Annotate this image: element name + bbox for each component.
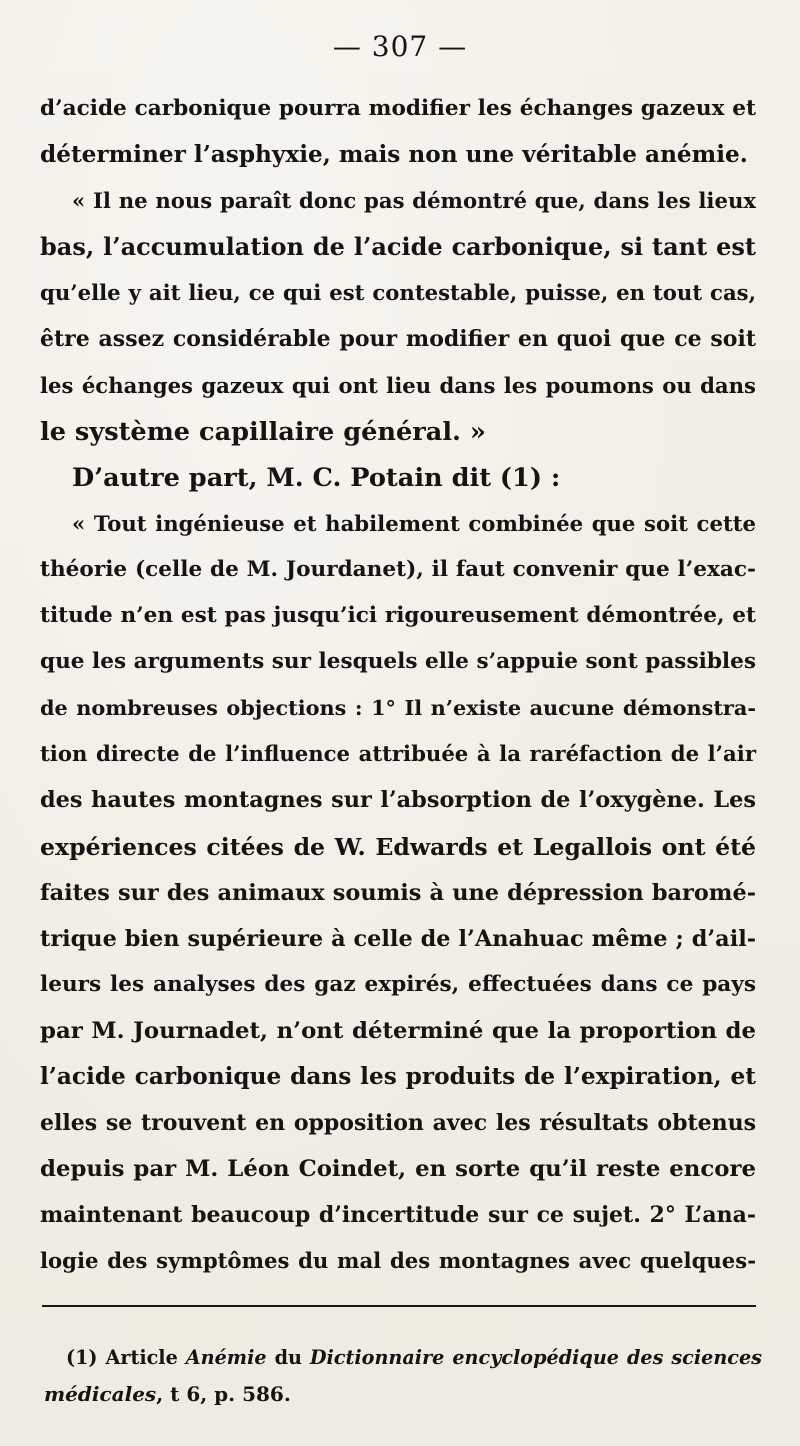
footnote-line-2 <box>44 1376 762 1412</box>
footnote-title: Anémie <box>185 1346 267 1369</box>
text-line: les échanges gazeux qui ont lieu dans les poumons ou dans <box>40 372 756 398</box>
text-line: que les arguments sur lesquels elle s’appuie sont passibles <box>40 649 757 675</box>
text-line: logie des symptômes du mal des montagnes avec quelques- <box>40 1248 756 1274</box>
footnote-suffix: , t 6, p. 586. <box>156 1382 291 1406</box>
text-line: de nombreuses objections : 1° Il n’existe aucune démonstra- <box>40 695 756 721</box>
text-line: elles se trouvent en opposition avec les résultats obtenus <box>40 1110 756 1137</box>
footnote-line-1 <box>44 1340 762 1376</box>
text-line: des hautes montagnes sur l’absorption de l’oxygène. Les <box>40 787 756 814</box>
text-line: bas, l’accumulation de l’acide carbonique, si tant est <box>40 232 756 262</box>
footnote-prefix: (1) Article <box>66 1346 186 1369</box>
text-line: d’acide carbonique pourra modifier les échanges gazeux et <box>40 96 756 121</box>
text-line: maintenant beaucoup d’incertitude sur ce sujet. 2° L’ana- <box>40 1202 756 1229</box>
text-line: l’acide carbonique dans les produits de l’expiration, et <box>40 1062 756 1090</box>
text-line: tion directe de l’influence attribuée à la raréfaction de l’air <box>40 741 756 767</box>
text-line: par M. Journadet, n’ont déterminé que la proportion de <box>40 1017 756 1044</box>
footnote-second: médicales <box>44 1382 157 1406</box>
text-line: déterminer l’asphyxie, mais non une véritable anémie. <box>40 141 748 169</box>
text-line: titude n’en est pas jusqu’ici rigoureusement démontrée, et <box>40 603 756 629</box>
text-line: être assez considérable pour modifier en quoi que ce soit <box>40 326 756 353</box>
text-line: le système capillaire général. » <box>40 416 486 447</box>
text-line: qu’elle y ait lieu, ce qui est contestable, puisse, en tout cas, <box>40 280 756 306</box>
text-line: théorie (celle de M. Jourdanet), il faut convenir que l’exac- <box>40 556 756 582</box>
footnote-divider <box>42 1305 756 1307</box>
text-line: faites sur des animaux soumis à une dépression baromé- <box>40 879 756 906</box>
page-number: — 307 — <box>332 30 468 63</box>
text-line: trique bien supérieure à celle de l’Anahuac même ; d’ail- <box>40 925 756 952</box>
text-line: expériences citées de W. Edwards et Legallois ont été <box>40 832 756 861</box>
text-line: D’autre part, M. C. Potain dit (1) : <box>72 462 561 493</box>
footnote-dictionary: Dictionnaire encyclopédique des sciences <box>309 1346 762 1369</box>
text-line: « Tout ingénieuse et habilement combinée que soit cette <box>72 510 756 536</box>
footnote-middle: du <box>266 1346 310 1369</box>
text-line: leurs les analyses des gaz expirés, effectuées dans ce pays <box>40 971 756 997</box>
text-line: « Il ne nous paraît donc pas démontré que, dans les lieux <box>72 188 756 214</box>
footnote <box>44 1340 762 1412</box>
text-line: depuis par M. Léon Coindet, en sorte qu’il reste encore <box>40 1156 756 1183</box>
body-text <box>40 86 756 1284</box>
